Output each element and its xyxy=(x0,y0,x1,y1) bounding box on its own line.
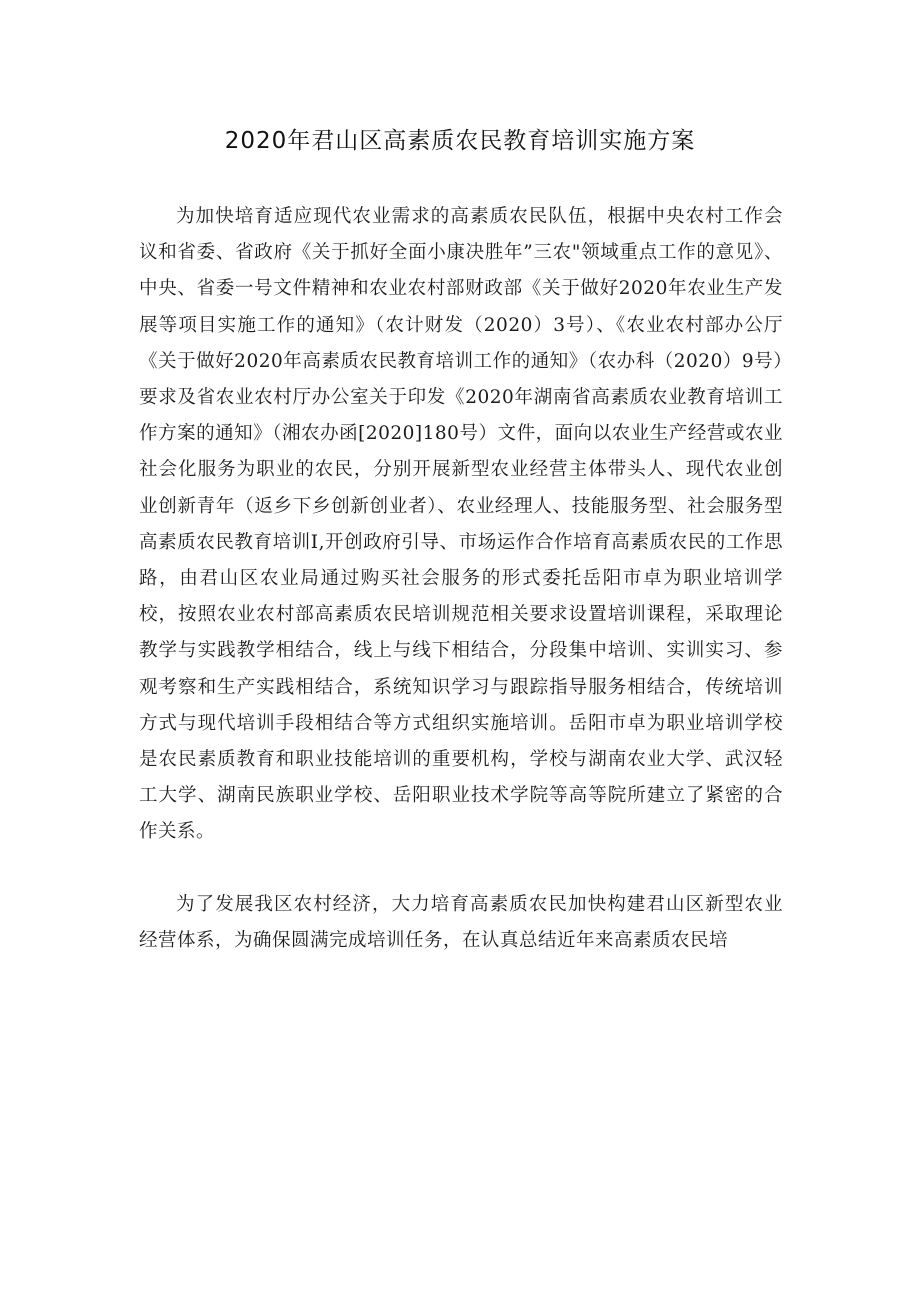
paragraph-1: 为加快培育适应现代农业需求的高素质农民队伍，根据中央农村工作会议和省委、省政府《关于抓好全面小康决胜年”三农"领域重点工作的意见》、中央、省委一号文件精神和农业农村部财政部《关于做好2020年农业生产发展等项目实施工作的通知》（农计财发（2020）3号）、《农业农村部办公厅《关于做好2020年高素质农民教育培训工作的通知》（农办科（2020）9号）要求及省农业农村厅办公室关于印发《2020年湖南省高素质农业教育培训工作方案的通知》（湘农办函[2020]180号）文件，面向以农业生产经营或农业社会化服务为职业的农民，分别开展新型农业经营主体带头人、现代农业创业创新青年（返乡下乡创新创业者）、农业经理人、技能服务型、社会服务型高素质农民教育培训I,开创政府引导、市场运作合作培育高素质农民的工作思路，由君山区农业局通过购买社会服务的形式委托岳阳市卓为职业培训学校，按照农业农村部高素质农民培训规范相关要求设置培训课程，采取理论教学与实践教学相结合，线上与线下相结合，分段集中培训、实训实习、参观考察和生产实践相结合，系统知识学习与跟踪指导服务相结合，传统培训方式与现代培训手段相结合等方式组织实施培训。岳阳市卓为职业培训学校是农民素质教育和职业技能培训的重要机构，学校与湖南农业大学、武汉轻工大学、湖南民族职业学校、岳阳职业技术学院等高等院所建立了紧密的合作关系。 xyxy=(139,206,783,843)
document-body xyxy=(139,199,783,959)
document-title: 2020年君山区高素质农民教育培训实施方案 xyxy=(224,128,696,154)
paragraph-2: 为了发展我区农村经济，大力培育高素质农民加快构建君山区新型农业经营体系，为确保圆满完成培训任务，在认真总结近年来高素质农民培 xyxy=(139,893,783,951)
